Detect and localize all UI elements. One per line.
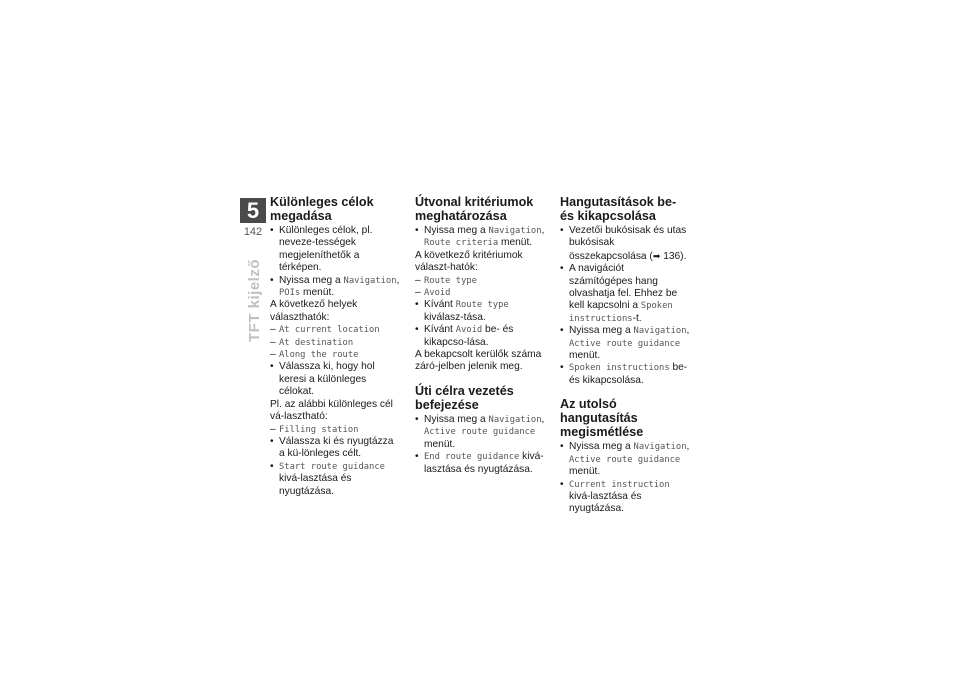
option-list [270, 424, 400, 498]
menu-code: POIs [279, 288, 301, 299]
list-item: • Start route guidance kivá-lasztása és nyugtázása. [270, 461, 400, 498]
page-reference-arrow-icon: ➡ [652, 250, 661, 261]
column-route-criteria [415, 195, 545, 476]
list-item: – At current location [270, 324, 400, 336]
paragraph: Pl. az alábbi különleges cél vá-lasztható: [270, 398, 393, 423]
list-item: • Válassza ki és nyugtázza a kü-lönleges célt. [270, 436, 400, 461]
menu-code: Current instruction [569, 479, 670, 490]
menu-code: Active route guidance [424, 427, 536, 438]
paragraph: A következő helyek választhatók: [270, 299, 358, 323]
list-special-destinations [270, 225, 400, 299]
menu-code: Avoid [455, 325, 483, 336]
option-list [270, 324, 400, 398]
list-item: • Nyissa meg a Navigation, Active route guidance menüt. [415, 414, 545, 451]
heading-voice-instructions: Hangutasítások be- és kikapcsolása [560, 195, 677, 223]
heading-special-destinations: Különleges célok megadása [270, 195, 374, 223]
list-item: • Különleges célok, pl. neveze-tességek megjeleníthetők a térképen. [270, 225, 400, 275]
menu-code: Navigation [633, 442, 687, 453]
menu-code: Route criteria [424, 238, 499, 249]
list-item: • Nyissa meg a Navigation, POIs menüt. [270, 275, 400, 300]
list-item: • Kívánt Route type kiválasz-tása. [415, 299, 545, 324]
list-route-criteria [415, 225, 545, 250]
menu-code: Active route guidance [569, 454, 681, 465]
list-item: – At destination [270, 337, 400, 349]
list-item: • Current instruction kivá-lasztása és nyugtázása. [560, 479, 690, 516]
list-item: • Nyissa meg a Navigation, Active route guidance menüt. [560, 325, 690, 362]
option-list [415, 275, 545, 349]
column-voice-instructions [560, 195, 690, 516]
section-side-title: TFT kijelző [246, 258, 263, 342]
menu-code: Active route guidance [569, 338, 681, 349]
menu-code: Spoken instructions [569, 301, 673, 324]
menu-code: Route type [455, 300, 509, 311]
heading-repeat-instruction: Az utolsó hangutasítás megismétlése [560, 397, 644, 440]
menu-code: Navigation [633, 326, 687, 337]
heading-end-guidance: Úti célra vezetés befejezése [415, 383, 514, 412]
menu-code: Navigation [488, 414, 542, 425]
list-item: • Vezetői bukósisak és utas bukósisak összekapcsolása (➡ 136). [560, 225, 690, 263]
list-voice-instructions [560, 225, 690, 387]
list-end-guidance [415, 414, 545, 476]
list-item: – Route type [415, 275, 545, 287]
list-item: – Avoid [415, 287, 545, 299]
menu-code: Spoken instructions [569, 363, 670, 374]
list-item: • Nyissa meg a Navigation, Active route guidance menüt. [560, 441, 690, 478]
chapter-number: 5 [240, 198, 266, 223]
menu-code: Navigation [488, 226, 542, 236]
menu-code: End route guidance [424, 452, 520, 463]
list-item: • Kívánt Avoid be- és kikapcso-lása. [415, 324, 545, 349]
list-item: • Válassza ki, hogy hol keresi a különleges célokat. [270, 361, 400, 398]
list-repeat-instruction [560, 441, 690, 515]
paragraph: A bekapcsolt kerülők száma záró-jelben jelenik meg. [415, 349, 542, 373]
list-item: • End route guidance kivá-lasztása és nyugtázása. [415, 451, 545, 476]
column-special-destinations [270, 195, 400, 498]
heading-route-criteria: Útvonal kritériumok meghatározása [415, 195, 534, 223]
page-number: 142 [243, 226, 263, 238]
menu-code: Start route guidance [279, 461, 385, 472]
paragraph: A következő kritériumok választ-hatók: [415, 249, 523, 274]
list-item: – Filling station [270, 424, 400, 436]
list-item: – Along the route [270, 349, 400, 361]
list-item: • A navigációt számítógépes hang olvashatja fel. Ehhez be kell kapcsolni a Spoken instructions-t. [560, 263, 690, 325]
list-item: • Nyissa meg a Navigation, Route criteria menüt. [415, 225, 545, 250]
list-item: • Spoken instructions be- és kikapcsolása. [560, 362, 690, 387]
menu-code: Navigation [343, 275, 397, 286]
